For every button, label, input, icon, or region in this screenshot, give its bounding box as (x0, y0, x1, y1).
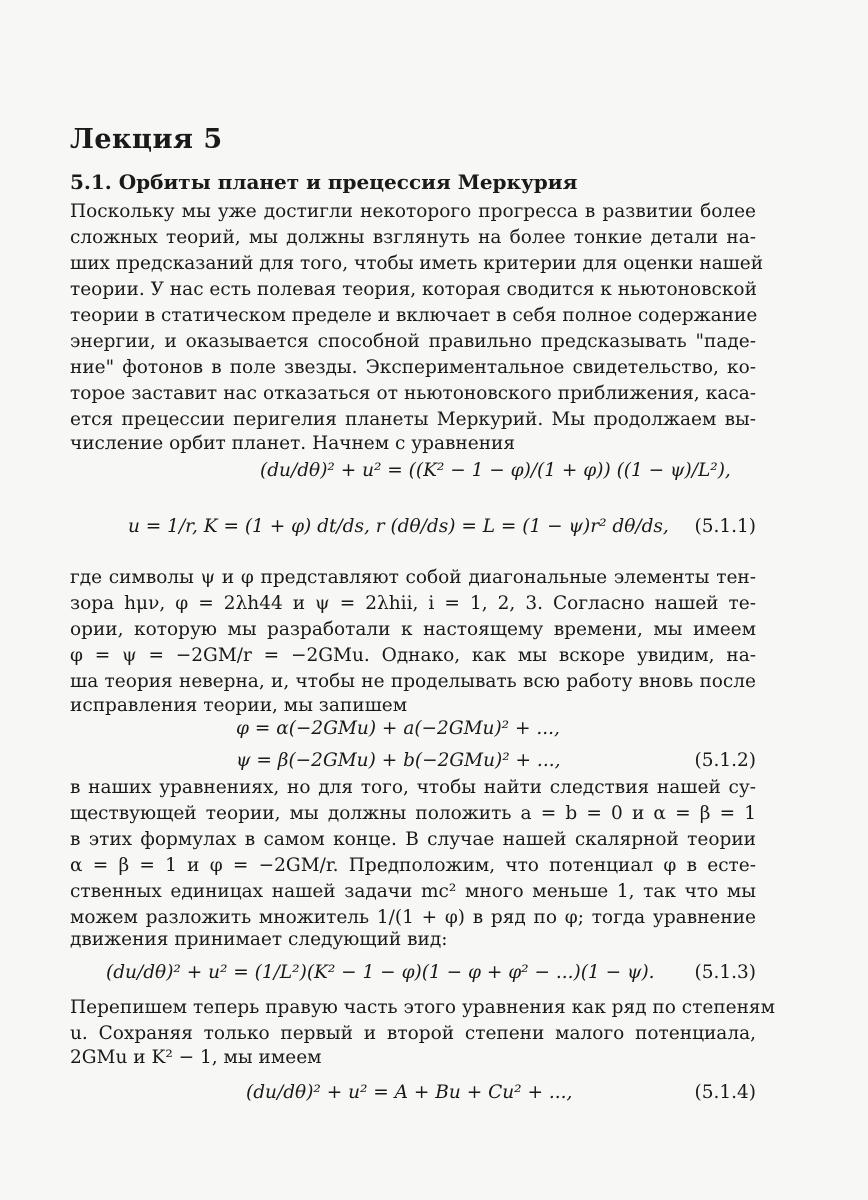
equation-number: (5.1.3) (694, 962, 756, 983)
page (70, 0, 775, 1200)
equation-5-1-1-line2 (70, 516, 756, 556)
paragraph-line: ша теория неверна, и, чтобы не проделывать всю работу вновь после (70, 671, 756, 692)
equation-text: (du/dθ)² + u² = ((K² − 1 − φ)/(1 + φ)) ((1 − ψ)/L²), (260, 460, 731, 481)
paragraph-line: Поскольку мы уже достигли некоторого прогресса в развитии более (70, 201, 756, 222)
equation-text: (du/dθ)² + u² = A + Bu + Cu² + ..., (246, 1082, 573, 1103)
paragraph-line: движения принимает следующий вид: (70, 929, 448, 950)
paragraph-line: ется прецессии перигелия планеты Меркурий. Мы продолжаем вы- (70, 409, 756, 430)
paragraph-line: ших предсказаний для того, чтобы иметь критерии для оценки нашей (70, 253, 764, 274)
equation-5-1-1-line1 (70, 460, 756, 500)
equation-text: ψ = β(−2GMu) + b(−2GMu)² + ..., (236, 750, 561, 771)
paragraph-line: α = β = 1 и φ = −2GM/r. Предположим, что потенциал φ в есте- (70, 855, 756, 876)
paragraph-line: где символы ψ и φ представляют собой диагональные элементы тен- (70, 567, 756, 588)
section-title: 5.1. Орбиты планет и прецессия Меркурия (70, 170, 578, 194)
lecture-title: Лекция 5 (70, 124, 223, 155)
paragraph-line: φ = ψ = −2GM/r = −2GMu. Однако, как мы вскоре увидим, на- (70, 645, 756, 666)
paragraph-line: числение орбит планет. Начнем с уравнения (70, 433, 516, 454)
paragraph-line: u. Сохраняя только первый и второй степени малого потенциала, (70, 1023, 756, 1044)
equation-text: φ = α(−2GMu) + a(−2GMu)² + ..., (236, 718, 560, 739)
paragraph-line: Перепишем теперь правую часть этого уравнения как ряд по степеням (70, 997, 775, 1018)
equation-5-1-4 (70, 1082, 756, 1122)
equation-text: u = 1/r, K = (1 + φ) dt/ds, r (dθ/ds) = L = (1 − ψ)r² dθ/ds, (128, 516, 669, 537)
paragraph-line: можем разложить множитель 1/(1 + φ) в ряд по φ; тогда уравнение (70, 907, 756, 928)
paragraph-line: исправления теории, мы запишем (70, 695, 408, 716)
paragraph-line: 2GMu и K² − 1, мы имеем (70, 1047, 322, 1068)
paragraph-line: ние" фотонов в поле звезды. Экспериментальное свидетельство, ко- (70, 357, 756, 378)
equation-number: (5.1.4) (694, 1082, 756, 1103)
equation-number: (5.1.2) (694, 750, 756, 771)
paragraph-line: зора hμν, φ = 2λh44 и ψ = 2λhii, i = 1, 2, 3. Согласно нашей те- (70, 593, 756, 614)
paragraph-line: сложных теорий, мы должны взглянуть на более тонкие детали на- (70, 227, 756, 248)
equation-text: (du/dθ)² + u² = (1/L²)(K² − 1 − φ)(1 − φ + φ² − ...)(1 − ψ). (106, 962, 655, 983)
paragraph-line: энергии, и оказывается способной правильно предсказывать "паде- (70, 331, 756, 352)
paragraph-line: в наших уравнениях, но для того, чтобы найти следствия нашей су- (70, 777, 756, 798)
paragraph-line: ществующей теории, мы должны положить a = b = 0 и α = β = 1 (70, 803, 756, 824)
paragraph-line: теории в статическом пределе и включает в себя полное содержание (70, 305, 758, 326)
paragraph-line: в этих формулах в самом конце. В случае нашей скалярной теории (70, 829, 756, 850)
paragraph-line: торое заставит нас отказаться от ньютоновского приближения, каса- (70, 383, 756, 404)
paragraph-line: теории. У нас есть полевая теория, которая сводится к ньютоновской (70, 279, 757, 300)
paragraph-line: ории, которую мы разработали к настоящему времени, мы имеем (70, 619, 756, 640)
paragraph-line: ственных единицах нашей задачи mc² много меньше 1, так что мы (70, 881, 756, 902)
equation-number: (5.1.1) (694, 516, 756, 537)
